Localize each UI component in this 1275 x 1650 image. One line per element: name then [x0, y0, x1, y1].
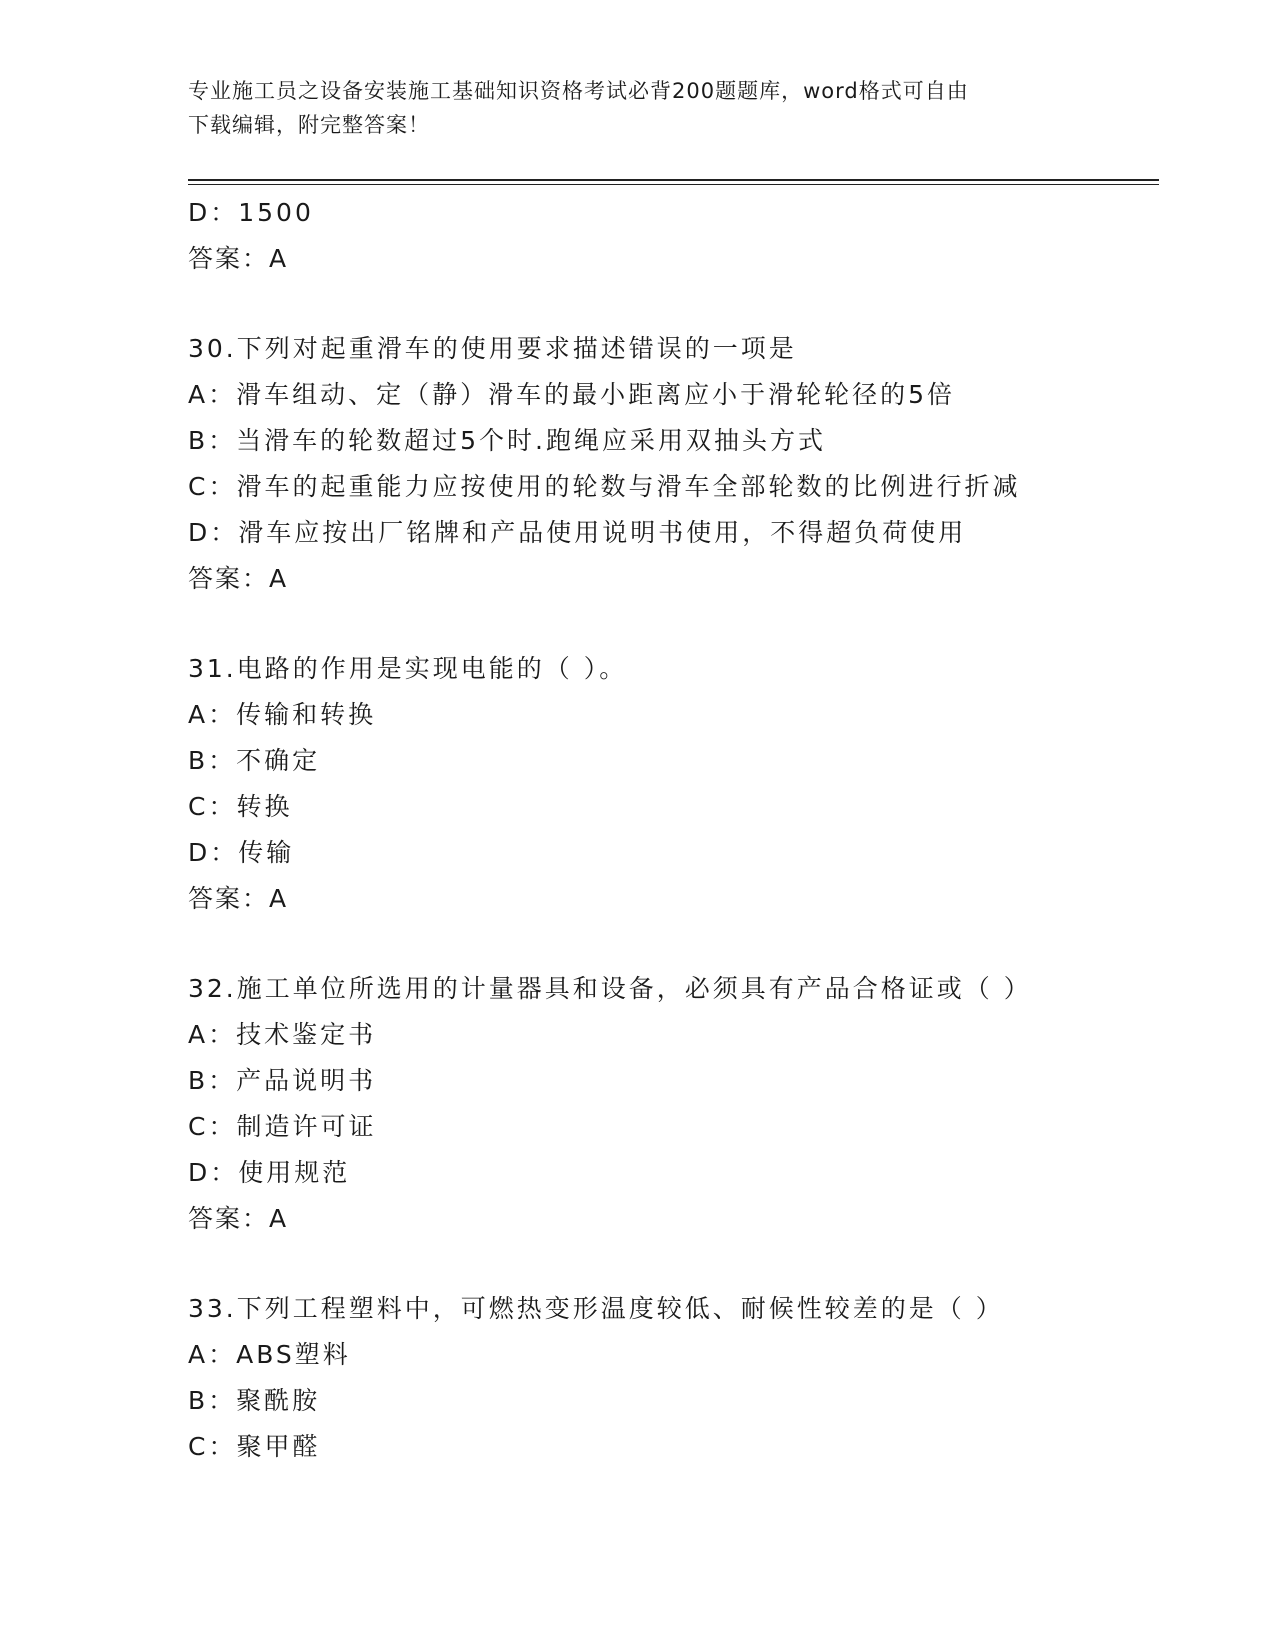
answer: 答案：A [188, 884, 289, 913]
option-c: C：制造许可证 [188, 1112, 377, 1141]
option-a: A：滑车组动、定（静）滑车的最小距离应小于滑轮轮径的5倍 [188, 380, 956, 409]
prev-option-d: D：1500 [188, 198, 314, 227]
option-a: A：ABS塑料 [188, 1340, 351, 1369]
option-c: C：转换 [188, 792, 293, 821]
question-32 [188, 966, 1168, 1242]
question-stem: 33.下列工程塑料中，可燃热变形温度较低、耐候性较差的是（ ） [188, 1294, 1004, 1323]
option-b: B：聚酰胺 [188, 1386, 321, 1415]
question-stem: 32.施工单位所选用的计量器具和设备，必须具有产品合格证或（ ） [188, 974, 1032, 1003]
answer: 答案：A [188, 564, 289, 593]
question-33 [188, 1286, 1168, 1470]
header-line-1: 专业施工员之设备安装施工基础知识资格考试必背200题题库，word格式可自由 [188, 79, 969, 103]
prev-answer: 答案：A [188, 244, 289, 273]
option-d: D：传输 [188, 838, 295, 867]
question-stem: 30.下列对起重滑车的使用要求描述错误的一项是 [188, 334, 797, 363]
question-31 [188, 646, 1168, 922]
option-b: B：当滑车的轮数超过5个时.跑绳应采用双抽头方式 [188, 426, 827, 455]
option-d: D：使用规范 [188, 1158, 351, 1187]
option-c: C：滑车的起重能力应按使用的轮数与滑车全部轮数的比例进行折减 [188, 472, 1021, 501]
option-a: A：传输和转换 [188, 700, 377, 729]
option-a: A：技术鉴定书 [188, 1020, 377, 1049]
question-stem: 31.电路的作用是实现电能的（ ）。 [188, 654, 628, 683]
header-rule-thick [188, 179, 1159, 181]
header-line-2: 下载编辑，附完整答案！ [188, 113, 430, 137]
option-b: B：不确定 [188, 746, 321, 775]
question-content [188, 190, 1168, 1470]
document-header [188, 74, 1088, 142]
option-b: B：产品说明书 [188, 1066, 377, 1095]
option-d: D：滑车应按出厂铭牌和产品使用说明书使用，不得超负荷使用 [188, 518, 967, 547]
question-30 [188, 326, 1168, 602]
answer: 答案：A [188, 1204, 289, 1233]
option-c: C：聚甲醛 [188, 1432, 321, 1461]
header-rule-thin [188, 184, 1159, 185]
